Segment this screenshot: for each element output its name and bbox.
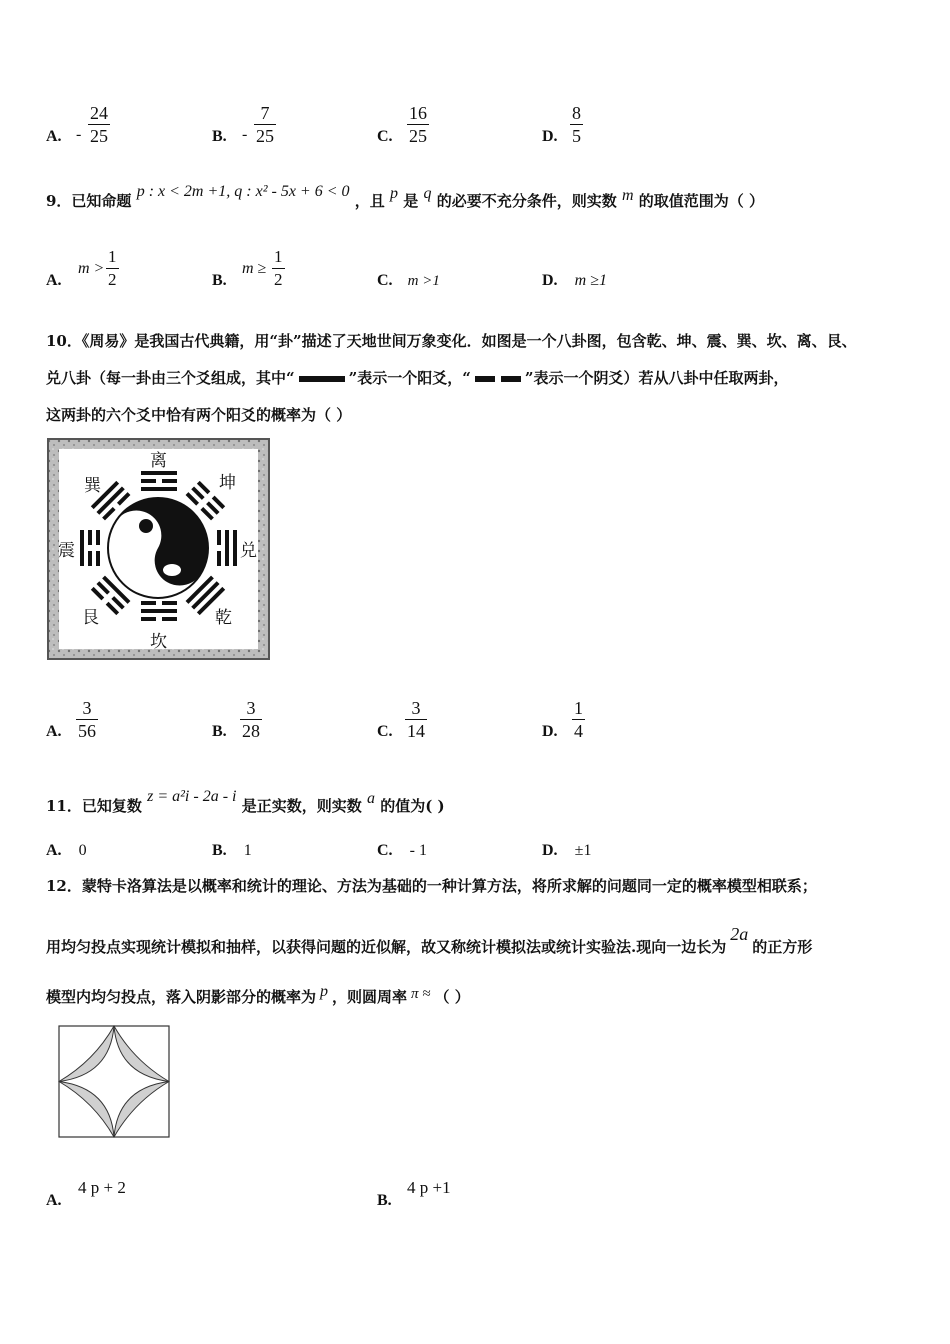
q12-text: 的正方形	[752, 938, 813, 956]
fraction	[407, 102, 429, 147]
fraction	[254, 102, 276, 147]
q9-formula: p : x < 2m +1, q : x² - 5x + 6 < 0	[136, 183, 350, 200]
option-label: D.	[542, 723, 558, 740]
option-label: B.	[212, 272, 227, 289]
fraction	[272, 246, 285, 291]
option-math: 4 p + 2	[78, 1178, 126, 1197]
option-math: m >1	[407, 273, 440, 289]
option-label: A.	[46, 842, 62, 859]
q9-m: m	[621, 187, 634, 204]
minus-sign: -	[242, 126, 248, 143]
numerator: 16	[409, 103, 427, 123]
trigram-label-top: 离	[150, 451, 167, 471]
q9-text: 的必要不充分条件，则实数	[436, 192, 617, 210]
q12-line-1: 12．蒙特卡洛算法是以概率和统计的理论、方法为基础的一种计算方法，将所求解的问题同一定的概率模型相联系；	[46, 877, 817, 895]
q10-text: ”表示一个阴爻）若从八卦中任取两卦，	[524, 369, 789, 387]
trigram-label-left: 震	[58, 541, 75, 561]
q11-stem	[46, 788, 445, 816]
option-label: D.	[542, 128, 558, 145]
q12-pi: π ≈	[411, 986, 431, 1002]
q9-p: p	[390, 185, 398, 202]
trigram-label-bottom-left: 艮	[82, 608, 99, 628]
option-label: B.	[212, 842, 227, 859]
option-math: m ≥	[242, 260, 267, 277]
q10-text: ”表示一个阳爻，“	[348, 369, 471, 387]
square-figure	[58, 1025, 170, 1138]
option-label: C.	[377, 272, 393, 289]
option-label: B.	[377, 1192, 392, 1209]
q9-option-c[interactable]	[377, 270, 440, 290]
q12-text: 用均匀投点实现统计模拟和抽样，以获得问题的近似解，故又称统计模拟法或统计实验法.现向一边长为	[46, 938, 727, 956]
bagua-figure	[47, 438, 270, 660]
numerator: 1	[108, 247, 117, 266]
fraction	[405, 697, 427, 742]
q11-text: 是正实数，则实数	[241, 797, 362, 815]
numerator: 3	[411, 698, 421, 718]
trigram-label-bottom-right: 乾	[215, 608, 232, 628]
q11-formula: z = a²i - 2a - i	[147, 788, 237, 805]
q12-side-length: 2a	[730, 924, 749, 944]
trigram-label-top-right: 坤	[219, 473, 236, 493]
q9-option-d[interactable]	[542, 270, 607, 290]
option-label: B.	[212, 128, 227, 145]
option-label: A.	[46, 128, 62, 145]
q11-a: a	[366, 790, 375, 807]
option-math: 4 p +1	[407, 1178, 451, 1197]
denominator: 2	[108, 270, 117, 289]
numerator: 1	[274, 247, 283, 266]
numerator: 24	[90, 103, 108, 123]
numerator: 3	[82, 698, 92, 718]
numerator: 3	[246, 698, 256, 718]
denominator: 25	[409, 126, 427, 146]
q9-stem	[46, 183, 764, 211]
denominator: 2	[274, 270, 283, 289]
fraction	[240, 697, 262, 742]
option-label: A.	[46, 272, 62, 289]
q9-prefix: 9．已知命题	[46, 192, 132, 210]
trigram-label-right: 兑	[240, 541, 257, 561]
q9-suffix: 的取值范围为（ ）	[638, 192, 764, 210]
q12-text: 模型内均匀投点，落入阴影部分的概率为	[46, 988, 317, 1006]
numerator: 7	[260, 103, 270, 123]
option-label: D.	[542, 272, 558, 289]
q11-option-d[interactable]	[542, 840, 591, 860]
option-math: 1	[243, 842, 252, 859]
minus-sign: -	[76, 126, 82, 143]
option-math: ±1	[574, 842, 592, 859]
trigram-label-top-left: 巽	[84, 476, 101, 496]
q11-suffix: 的值为( )	[380, 797, 445, 815]
fraction	[106, 246, 119, 291]
option-math: - 1	[409, 842, 427, 859]
option-math: m ≥1	[574, 272, 607, 289]
fraction	[76, 697, 98, 742]
q11-option-b[interactable]	[212, 840, 252, 860]
yang-line-symbol	[299, 376, 345, 382]
trigram-label-bottom: 坎	[150, 632, 167, 652]
numerator: 1	[574, 698, 583, 718]
q12-p: p	[320, 983, 329, 1000]
denominator: 5	[572, 126, 581, 146]
option-math: 0	[78, 842, 87, 859]
q9-q: q	[423, 185, 432, 202]
denominator: 25	[256, 126, 274, 146]
fraction	[572, 697, 585, 742]
option-label: C.	[377, 842, 393, 859]
option-label: A.	[46, 723, 62, 740]
q12-line-3	[46, 983, 470, 1007]
q12-text: ，则圆周率	[332, 988, 408, 1006]
q10-text: 兑八卦（每一卦由三个爻组成，其中“	[46, 369, 295, 387]
denominator: 56	[78, 721, 96, 741]
q12-line-2	[46, 924, 813, 957]
option-label: C.	[377, 128, 393, 145]
option-label: C.	[377, 723, 393, 740]
shaded-square-diagram	[58, 1025, 170, 1138]
q11-option-a[interactable]	[46, 840, 87, 860]
q12-text: （ ）	[434, 988, 470, 1006]
q11-prefix: 11．已知复数	[46, 797, 142, 815]
q9-text: 是	[403, 192, 419, 210]
option-math: m >	[78, 260, 105, 277]
yin-line-symbol	[475, 376, 521, 382]
q10-line-3: 这两卦的六个爻中恰有两个阳爻的概率为（ ）	[46, 406, 352, 424]
denominator: 28	[242, 721, 260, 741]
denominator: 14	[407, 721, 425, 741]
q10-line-2	[46, 367, 789, 388]
option-label: A.	[46, 1192, 62, 1209]
denominator: 4	[574, 721, 583, 741]
fraction	[570, 102, 583, 147]
q9-text: ，且	[354, 192, 385, 210]
option-label: D.	[542, 842, 558, 859]
q10-line-1: 10．《周易》是我国古代典籍，用“卦”描述了天地世间万象变化．如图是一个八卦图，包含乾、坤、震、巽、坎、离、艮、	[46, 332, 857, 350]
numerator: 8	[572, 103, 581, 123]
fraction	[88, 102, 110, 147]
denominator: 25	[90, 126, 108, 146]
q11-option-c[interactable]	[377, 840, 427, 860]
option-label: B.	[212, 723, 227, 740]
